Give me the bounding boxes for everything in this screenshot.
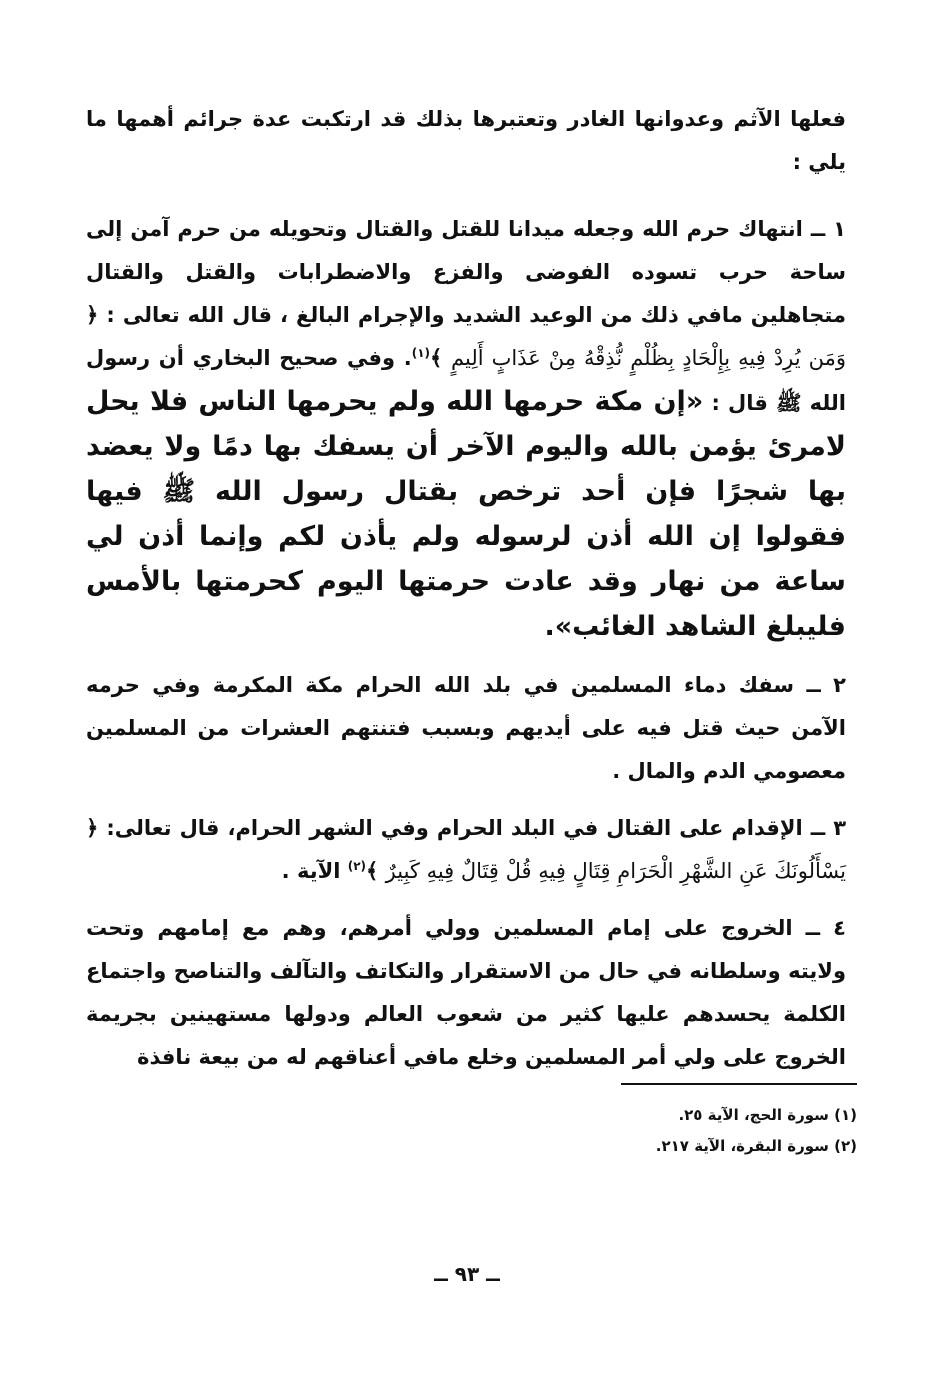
footnote-divider xyxy=(621,1083,857,1085)
item-1-hadith: «إن مكة حرمها الله ولم يحرمها الناس فلا يحل لامرئ يؤمن بالله واليوم الآخر أن يسفك بها دمًا ولا يعضد بها شجرًا فإن أحد ترخص بقتال رسول الله ﷺ فيها فقولوا إن الله أذن لرسوله ولم يأذن لكم وإنما أذن لي ساعة من نهار وقد عادت حرمتها اليوم كحرمتها بالأمس فليبلغ الشاهد الغائب». xyxy=(86,386,846,642)
item-3-paragraph xyxy=(86,807,846,893)
footnote-ref-1: (١) xyxy=(411,346,431,360)
main-text xyxy=(86,98,846,1079)
item-4-number: ٤ xyxy=(833,916,846,940)
footnote-ref-2: (٢) xyxy=(347,859,367,873)
item-3-text-continued: الآية . xyxy=(281,859,341,883)
item-3-text: الإقدام على القتال في البلد الحرام وفي الشهر الحرام، قال تعالى: xyxy=(106,816,803,840)
intro-paragraph xyxy=(86,98,846,184)
item-2-dash: ــ xyxy=(806,673,821,697)
quran-close-bracket: ﴾ xyxy=(430,346,443,370)
page-number: ــ ٩٣ ــ xyxy=(434,1262,500,1286)
quran-open-bracket: ﴿ xyxy=(86,303,99,327)
item-1-text: انتهاك حرم الله وجعله ميدانا للقتل والقتال وتحويله من حرم آمن إلى ساحة حرب تسوده الفوضى والفزع والاضطرابات والقتل والقتال متجاهلين مافي ذلك من الوعيد الشديد والإجرام البالغ ، قال الله تعالى : xyxy=(86,217,846,327)
item-1-paragraph xyxy=(86,208,846,650)
item-3-quran-verse: يَسْأَلُونَكَ عَنِ الشَّهْرِ الْحَرَامِ قِتَالٍ فِيهِ قُلْ قِتَالٌ فِيهِ كَبِيرٌ xyxy=(385,859,846,883)
item-1-dash: ــ xyxy=(810,217,826,241)
item-1-quran-verse: وَمَن يُرِدْ فِيهِ بِإِلْحَادٍ بِظُلْمٍ نُّذِقْهُ مِنْ عَذَابٍ أَلِيمٍ xyxy=(451,346,847,370)
footnote-2: (٢) سورة البقرة، الآية ٢١٧. xyxy=(655,1137,857,1155)
intro-text: فعلها الآثم وعدوانها الغادر وتعتبرها بذلك قد ارتكبت عدة جرائم أهمها ما يلي : xyxy=(86,107,846,174)
item-3-number: ٣ xyxy=(833,816,847,840)
item-2-paragraph xyxy=(86,664,846,793)
item-2-number: ٢ xyxy=(833,673,846,697)
item-1-text-continued: . وفي صحيح البخاري أن رسول الله ﷺ قال : xyxy=(86,346,847,415)
footnote-1: (١) سورة الحج، الآية ٢٥. xyxy=(678,1106,857,1124)
footnotes xyxy=(457,1100,857,1162)
item-4-dash: ــ xyxy=(805,916,821,940)
quran-open-bracket: ﴿ xyxy=(86,816,99,840)
item-1-number: ١ xyxy=(833,217,846,241)
quran-close-bracket: ﴾ xyxy=(366,859,379,883)
item-3-dash: ــ xyxy=(810,816,826,840)
item-4-text: الخروج على إمام المسلمين وولي أمرهم، وهم مع إمامهم وتحت ولايته وسلطانه في حال من الاستقرار والتكاتف والتآلف والتناصح واجتماع الكلمة يحسدهم عليها كثير من شعوب العالم ودولها مستهينين بجريمة الخروج على ولي أمر المسلمين وخلع مافي أعناقهم له من بيعة نافذة xyxy=(86,916,846,1069)
item-4-paragraph xyxy=(86,907,846,1079)
item-2-text: سفك دماء المسلمين في بلد الله الحرام مكة المكرمة وفي حرمه الآمن حيث قتل فيه على أيديهم وبسبب فتنتهم العشرات من المسلمين معصومي الدم والمال . xyxy=(86,673,846,783)
